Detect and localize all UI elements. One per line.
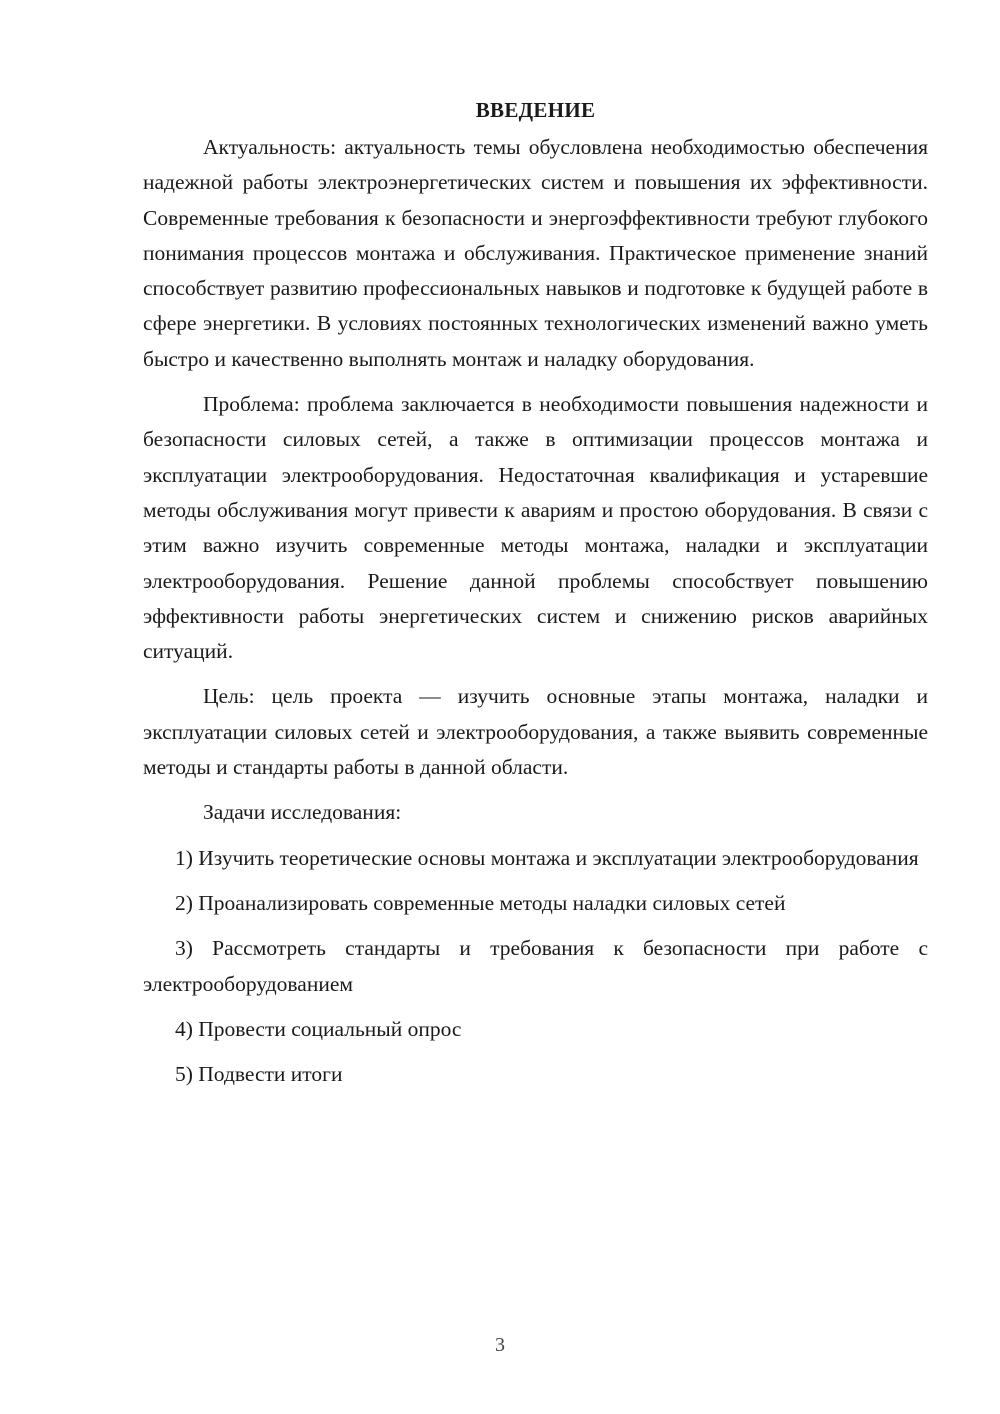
- page-content: [143, 92, 928, 1102]
- page-number: 3: [495, 1334, 505, 1356]
- task-item: 4) Провести социальный опрос: [175, 1016, 462, 1041]
- section-title: ВВЕДЕНИЕ: [475, 98, 596, 122]
- task-item: 2) Проанализировать современные методы наладки силовых сетей: [175, 890, 786, 915]
- task-item: 1) Изучить теоретические основы монтажа и эксплуатации электрооборудования: [175, 845, 919, 870]
- task-item: 3) Рассмотреть стандарты и требования к безопасности при работе с электрооборудованием: [143, 936, 928, 996]
- paragraph-relevance: Актуальность: актуальность темы обусловлена необходимостью обеспечения надежной работы электроэнергетических систем и повышения их эффективности. Современные требования к безопасности и энергоэффективности требуют глубокого понимания процессов монтажа и обслуживания. Практическое применение знаний способствует развитию профессиональных навыков и подготовке к будущей работе в сфере энергетики. В условиях постоянных технологических изменений важно уметь быстро и качественно выполнять монтаж и наладку оборудования.: [143, 135, 928, 371]
- task-item: 5) Подвести итоги: [175, 1062, 343, 1087]
- paragraph-problem: Проблема: проблема заключается в необходимости повышения надежности и безопасности силовых сетей, а также в оптимизации процессов монтажа и эксплуатации электрооборудования. Недостаточная квалификация и устаревшие методы обслуживания могут привести к авариям и простою оборудования. В связи с этим важно изучить современные методы монтажа, наладки и эксплуатации электрооборудования. Решение данной проблемы способствует повышению эффективности работы энергетических систем и снижению рисков аварийных ситуаций.: [143, 392, 928, 664]
- paragraph-goal: Цель: цель проекта — изучить основные этапы монтажа, наладки и эксплуатации силовых сетей и электрооборудования, а также выявить современные методы и стандарты работы в данной области.: [143, 684, 928, 780]
- tasks-heading: Задачи исследования:: [203, 800, 402, 825]
